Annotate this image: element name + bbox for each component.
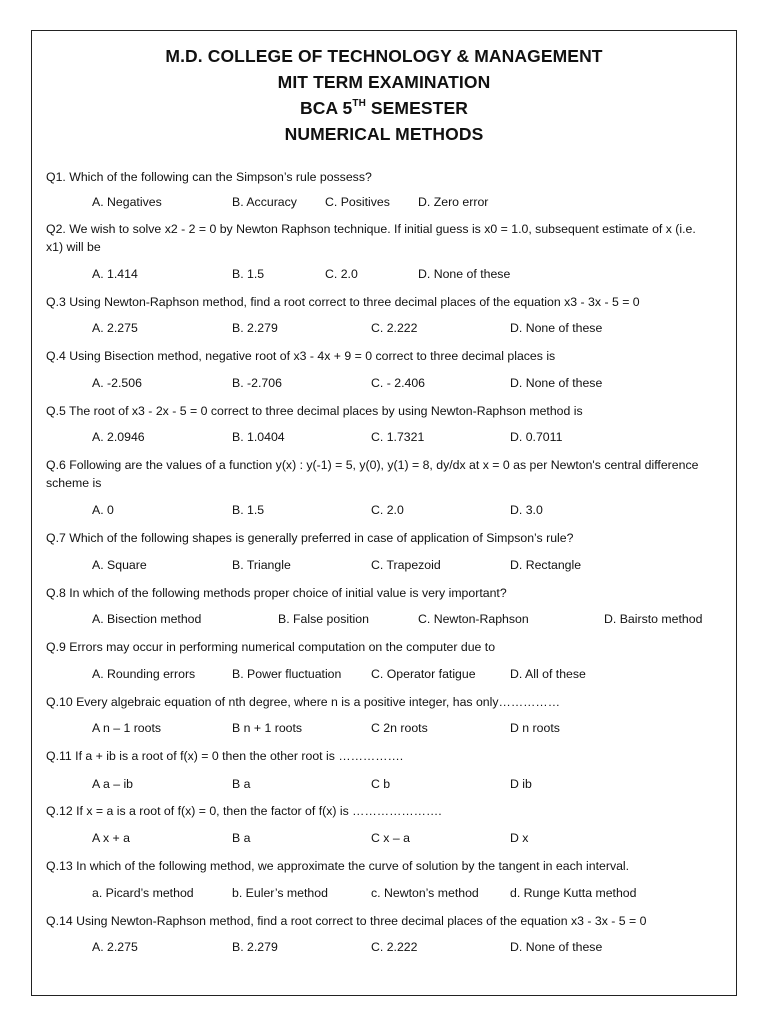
semester-superscript: TH xyxy=(352,98,366,109)
question-12: Q.12 If x = a is a root of f(x) = 0, then the factor of f(x) is …………………. xyxy=(46,804,442,818)
q5-option-a: A. 2.0946 xyxy=(92,430,145,444)
question-11: Q.11 If a + ib is a root of f(x) = 0 then the other root is ……………. xyxy=(46,749,404,763)
college-name: M.D. COLLEGE OF TECHNOLOGY & MANAGEMENT xyxy=(165,46,603,66)
question-2: Q2. We wish to solve x2 - 2 = 0 by Newton Raphson technique. If initial guess is x0 = 1.0, subsequent estimate of x (i.e. x1) will be xyxy=(46,222,696,254)
q10-option-a: A n – 1 roots xyxy=(92,721,162,735)
q6-option-a: A. 0 xyxy=(92,503,114,517)
q14-option-c: C. 2.222 xyxy=(371,940,418,954)
q10-option-d: D n roots xyxy=(510,721,560,735)
q11-option-a: A a – ib xyxy=(92,777,134,791)
q4-option-c: C. - 2.406 xyxy=(371,376,425,390)
q6-option-d: D. 3.0 xyxy=(510,503,543,517)
q9-option-d: D. All of these xyxy=(510,667,586,681)
q7-option-c: C. Trapezoid xyxy=(371,558,441,572)
question-3: Q.3 Using Newton-Raphson method, find a root correct to three decimal places of the equation x3 - 3x - 5 = 0 xyxy=(46,295,640,309)
question-1: Q1. Which of the following can the Simpson’s rule possess? xyxy=(46,170,372,184)
exam-header xyxy=(0,43,768,147)
q1-option-c: C. Positives xyxy=(325,195,390,209)
q11-option-d: D ib xyxy=(510,777,532,791)
q1-option-a: A. Negatives xyxy=(92,195,162,209)
q3-option-a: A. 2.275 xyxy=(92,321,138,335)
semester-suffix: SEMESTER xyxy=(365,98,468,118)
q6-option-c: C. 2.0 xyxy=(371,503,404,517)
q2-option-d: D. None of these xyxy=(418,267,511,281)
q6-option-b: B. 1.5 xyxy=(232,503,265,517)
q1-option-b: B. Accuracy xyxy=(232,195,297,209)
q14-option-d: D. None of these xyxy=(510,940,603,954)
q13-option-d: d. Runge Kutta method xyxy=(510,886,637,900)
q7-option-b: B. Triangle xyxy=(232,558,291,572)
question-7: Q.7 Which of the following shapes is generally preferred in case of application of Simpson’s rule? xyxy=(46,531,574,545)
question-14: Q.14 Using Newton-Raphson method, find a root correct to three decimal places of the equation x3 - 3x - 5 = 0 xyxy=(46,914,647,928)
q13-option-b: b. Euler’s method xyxy=(232,886,328,900)
q5-option-b: B. 1.0404 xyxy=(232,430,285,444)
q2-option-c: C. 2.0 xyxy=(325,267,358,281)
q11-option-c: C b xyxy=(371,777,391,791)
q8-option-b: B. False position xyxy=(278,612,369,626)
q12-option-c: C x – a xyxy=(371,831,410,845)
q5-option-c: C. 1.7321 xyxy=(371,430,425,444)
q5-option-d: D. 0.7011 xyxy=(510,430,563,444)
q12-option-b: B a xyxy=(232,831,251,845)
q7-option-a: A. Square xyxy=(92,558,147,572)
q10-option-c: C 2n roots xyxy=(371,721,428,735)
q9-option-b: B. Power fluctuation xyxy=(232,667,342,681)
semester-title xyxy=(0,95,768,121)
q8-option-d: D. Bairsto method xyxy=(604,612,703,626)
q9-option-a: A. Rounding errors xyxy=(92,667,196,681)
q4-option-a: A. -2.506 xyxy=(92,376,142,390)
q3-option-d: D. None of these xyxy=(510,321,603,335)
question-10: Q.10 Every algebraic equation of nth degree, where n is a positive integer, has only…………… xyxy=(46,695,561,709)
q11-option-b: B a xyxy=(232,777,251,791)
question-13: Q.13 In which of the following method, we approximate the curve of solution by the tangent in each interval. xyxy=(46,859,630,873)
q4-option-b: B. -2.706 xyxy=(232,376,282,390)
q14-option-a: A. 2.275 xyxy=(92,940,138,954)
q3-option-c: C. 2.222 xyxy=(371,321,418,335)
q12-option-a: A x + a xyxy=(92,831,130,845)
q14-option-b: B. 2.279 xyxy=(232,940,278,954)
q2-option-a: A. 1.414 xyxy=(92,267,138,281)
subject-title: NUMERICAL METHODS xyxy=(284,124,484,144)
q2-option-b: B. 1.5 xyxy=(232,267,265,281)
q12-option-d: D x xyxy=(510,831,529,845)
semester-prefix: BCA 5 xyxy=(300,98,353,118)
question-9: Q.9 Errors may occur in performing numerical computation on the computer due to xyxy=(46,640,496,654)
q8-option-c: C. Newton-Raphson xyxy=(418,612,529,626)
q10-option-b: B n + 1 roots xyxy=(232,721,303,735)
q1-option-d: D. Zero error xyxy=(418,195,489,209)
q8-option-a: A. Bisection method xyxy=(92,612,202,626)
q9-option-c: C. Operator fatigue xyxy=(371,667,476,681)
q7-option-d: D. Rectangle xyxy=(510,558,582,572)
q13-option-a: a. Picard’s method xyxy=(92,886,194,900)
q3-option-b: B. 2.279 xyxy=(232,321,278,335)
question-4: Q.4 Using Bisection method, negative root of x3 - 4x + 9 = 0 correct to three decimal places is xyxy=(46,349,556,363)
q13-option-c: c. Newton’s method xyxy=(371,886,479,900)
question-6: Q.6 Following are the values of a function y(x) : y(-1) = 5, y(0), y(1) = 8, dy/dx at x = 0 as per Newton's central difference scheme is xyxy=(46,458,699,490)
q4-option-d: D. None of these xyxy=(510,376,603,390)
question-5: Q.5 The root of x3 - 2x - 5 = 0 correct to three decimal places by using Newton-Raphson method is xyxy=(46,404,583,418)
question-8: Q.8 In which of the following methods proper choice of initial value is very important? xyxy=(46,586,507,600)
exam-title: MIT TERM EXAMINATION xyxy=(277,72,491,92)
